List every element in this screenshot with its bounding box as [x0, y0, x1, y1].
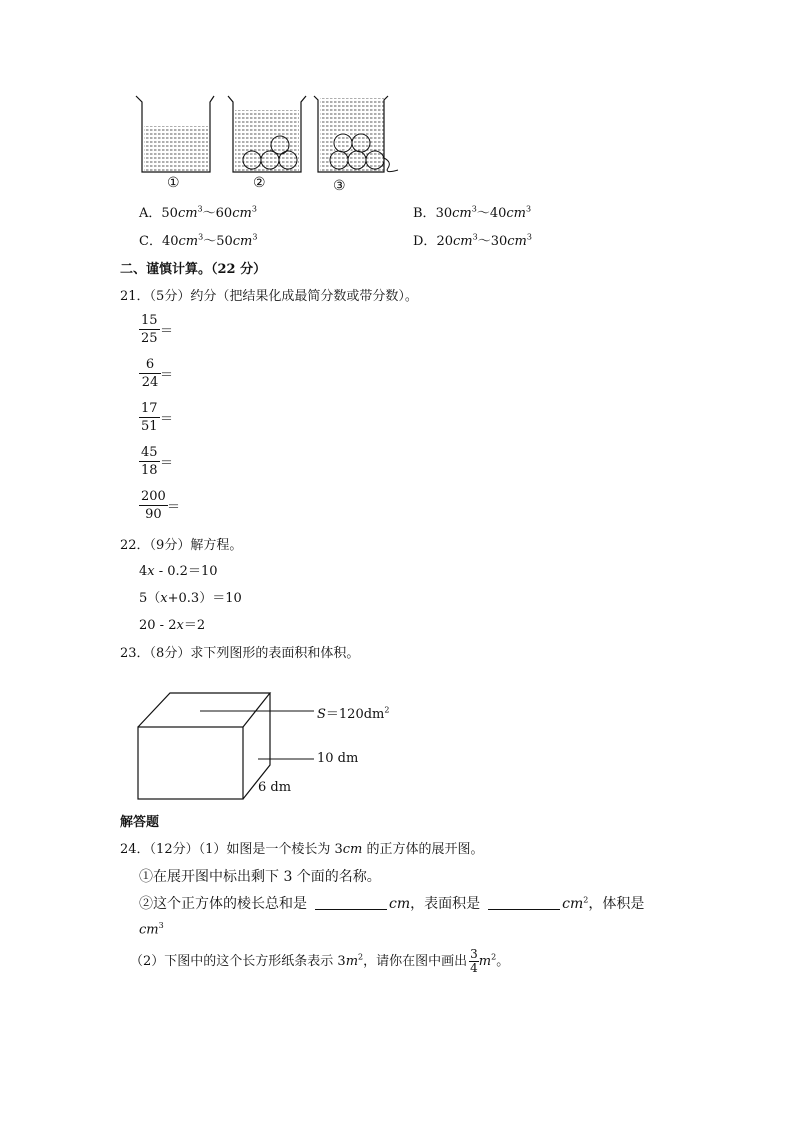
- q24-title: 24．（12分）（1）如图是一个棱长为 3cm 的正方体的展开图。: [120, 842, 484, 857]
- equals-2: ＝: [160, 368, 174, 383]
- label-area: $S=120dm^2$: [317, 705, 390, 722]
- option-c: C．$40cm^3\sim 50cm^3$: [139, 232, 258, 249]
- cuboid-figure: [130, 685, 330, 805]
- equation-3: 20 - 2x＝2: [139, 618, 206, 633]
- equation-2: 5（x+0.3）＝10: [139, 591, 242, 606]
- q24-item-2-line2: $cm^3$: [139, 921, 164, 938]
- beaker-label-3: ③: [333, 178, 346, 194]
- section-2-title: 二、谨慎计算。（22 分）: [120, 262, 267, 277]
- fraction-5: $\frac{200}{90}$: [141, 489, 166, 522]
- equation-1: 4x - 0.2＝10: [139, 564, 218, 579]
- option-b: B．$30cm^3\sim 40cm^3$: [413, 204, 532, 221]
- q24-item-1: ①在展开图中标出剩下 3 个面的名称。: [139, 869, 381, 885]
- fraction-3: $\frac{17}{51}$: [141, 401, 158, 434]
- q22-title: 22．（9分）解方程。: [120, 538, 243, 553]
- fraction-4: $\frac{45}{18}$: [141, 445, 158, 478]
- equals-4: ＝: [160, 456, 174, 471]
- fraction-1: $\frac{15}{25}$: [141, 313, 158, 346]
- beaker-1: [136, 96, 214, 172]
- label-height: 10 dm: [317, 751, 359, 766]
- fraction-2: $\frac{6}{24}$: [139, 357, 161, 390]
- beaker-3: [314, 96, 398, 172]
- q23-title: 23．（8分）求下列图形的表面积和体积。: [120, 646, 360, 661]
- equals-3: ＝: [160, 412, 174, 427]
- option-d: D．$20cm^3\sim 30cm^3$: [413, 232, 532, 249]
- beaker-label-1: ①: [167, 175, 180, 191]
- answer-blank-edge-total[interactable]: [315, 895, 387, 910]
- q24-part-2: （2）下图中的这个长方形纸条表示 $3m^2$，请你在图中画出 $\frac{3}{4}$ $m^2$。: [130, 947, 510, 975]
- label-depth: 6 dm: [258, 780, 292, 795]
- q24-item-2: ②这个正方体的棱长总和是 cm，表面积是 $cm^2$，体积是: [139, 895, 645, 912]
- equals-5: ＝: [167, 500, 181, 515]
- option-a: A．$50cm^3\sim 60cm^3$: [139, 204, 257, 221]
- beaker-label-2: ②: [253, 175, 266, 191]
- section-answer-title: 解答题: [120, 815, 160, 830]
- beaker-2: [228, 96, 306, 172]
- equals-1: ＝: [160, 324, 174, 339]
- answer-blank-surface-area[interactable]: [488, 895, 560, 910]
- q21-title: 21．（5分）约分（把结果化成最简分数或带分数）。: [120, 289, 418, 304]
- fraction-three-quarters: $\frac{3}{4}$: [470, 947, 478, 975]
